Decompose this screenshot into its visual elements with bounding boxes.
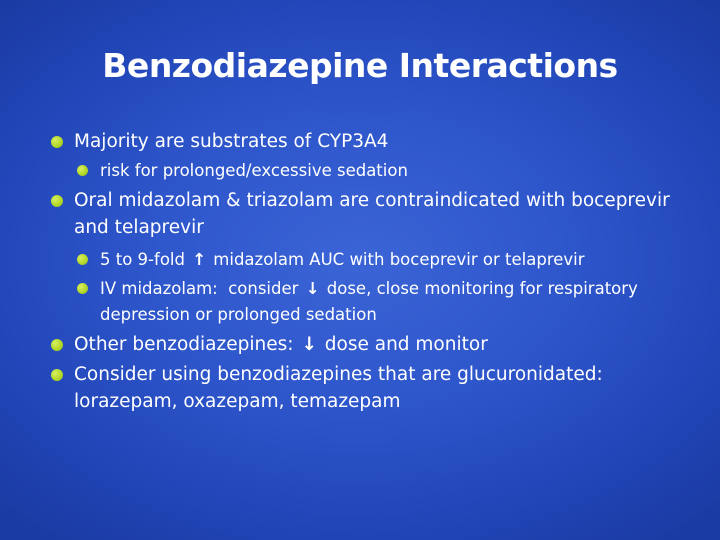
bullet-dot-icon [51,369,63,381]
bullet-text: Oral midazolam & triazolam are contraindicated with boceprevir and telaprevir [74,190,670,238]
bullet-dot-icon [77,283,88,294]
bullet-dot-icon [51,136,63,148]
down-arrow-icon: ↓ [301,334,317,355]
bullet-text-prefix: 5 to 9-fold [100,250,185,269]
bullet-dot-icon [77,254,88,265]
bullet-text-suffix: dose and monitor [324,334,488,355]
bullet-item-contraindicated [48,187,688,241]
bullet-text: Consider using benzodiazepines that are glucuronidated: lorazepam, oxazepam, temazepam [74,364,603,412]
down-arrow-icon: ↓ [305,279,320,298]
bullet-dot-icon [51,195,63,207]
bullet-item-glucuronidated [48,361,688,415]
slide-title: Benzodiazepine Interactions [102,46,618,85]
bullet-text-prefix: IV midazolam: consider [100,279,299,298]
sub-bullet-item-sedation-risk [48,158,688,184]
bullet-text-prefix: Other benzodiazepines: [74,334,294,355]
bullet-text-suffix: midazolam AUC with boceprevir or telaprevir [213,250,585,269]
bullet-text: risk for prolonged/excessive sedation [100,161,408,180]
bullet-dot-icon [77,165,88,176]
sub-bullet-item-iv-midazolam [48,276,688,328]
bullet-item-cyp3a4 [48,128,688,155]
sub-bullet-item-auc-increase [48,247,688,273]
up-arrow-icon: ↑ [192,250,207,269]
bullet-item-other-benzodiazepines [48,331,688,358]
bullet-list [48,128,688,415]
bullet-text-suffix: dose, close monitoring for respiratory depression or prolonged sedation [100,279,638,324]
bullet-dot-icon [51,339,63,351]
bullet-text: Majority are substrates of CYP3A4 [74,131,389,152]
